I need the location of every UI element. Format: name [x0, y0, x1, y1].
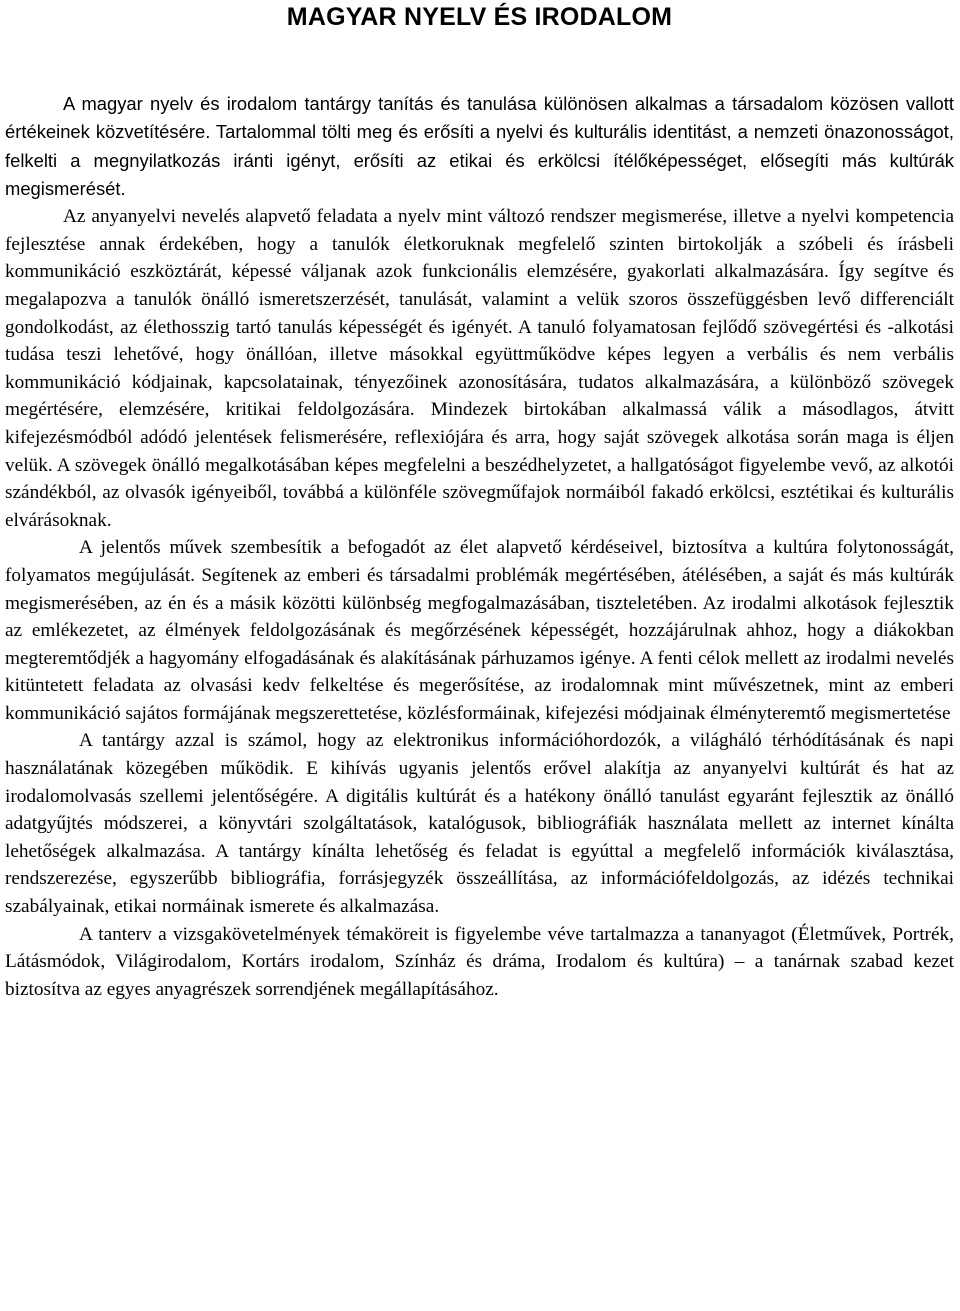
document-body: [5, 90, 954, 1003]
paragraph-jelentos-muvek: A jelentős művek szembesítik a befogadót az élet alapvető kérdéseivel, biztosítva a kultúra folytonosságát, folyamatos megújulását. Segítenek az emberi és társadalmi problémák megértésében, átélésében, a saját és más kultúrák megismerésében, az én és a másik közötti különbség megfogalmazásában, tiszteletében. Az irodalmi alkotások fejlesztik az emlékezetet, az élmények feldolgozásának és megőrzésének képességét, hozzájárulnak ahhoz, hogy a diákokban megteremtődjék a hagyomány elfogadásának és alakításának párhuzamos igénye. A fenti célok mellett az irodalmi nevelés kitüntetett feladata az olvasási kedv felkeltése és megerősítése, az irodalomnak mint művészetnek, mint az emberi kommunikáció sajátos formájának megszerettetése, közlésformáinak, kifejezési módjainak élményteremtő megismertetése: [5, 537, 954, 724]
paragraph-tanterv: A tanterv a vizsgakövetelmények témaköreit is figyelembe véve tartalmazza a tananyagot (Életművek, Portrék, Látásmódok, Világirodalom, Kortárs irodalom, Színház és dráma, Irodalom és kultúra) – a tanárnak szabad kezet biztosítva az egyes anyagrészek sorrendjének megállapításához.: [5, 923, 954, 1000]
paragraph-intro: A magyar nyelv és irodalom tantárgy tanítás és tanulása különösen alkalmas a társadalom közösen vallott értékeinek közvetítésére. Tartalommal tölti meg és erősíti a nyelvi és kulturális identitást, a nemzeti önazonosságot, felkelti a megnyilatkozás iránti igényt, erősíti az etikai és erkölcsi ítélőképességet, elősegíti más kultúrák megismerését.: [5, 93, 954, 199]
document-title: MAGYAR NYELV ÉS IRODALOM: [286, 3, 673, 31]
paragraph-digitalis-kultura: A tantárgy azzal is számol, hogy az elektronikus információhordozók, a világháló térhódításának és napi használatának közegében működik. E kihívás ugyanis jelentős erővel alakítja az anyanyelvi kultúrát és hat az irodalomolvasás szellemi jelentőségére. A digitális kultúrát és a hatékony önálló tanulást egyaránt fejlesztik az önálló adatgyűjtés módszerei, a könyvtári szolgáltatások, katalógusok, bibliográfiák használata mellett az internet kínálta lehetőségek alkalmazása. A tantárgy kínálta lehetőség és feladat is egyúttal a megfelelő információk kiválasztása, rendszerezése, egyszerűbb bibliográfia, forrásjegyzék összeállítása, az információfeldolgozás, az idézés technikai szabályainak, etikai normáinak ismerete és alkalmazása.: [5, 730, 954, 918]
paragraph-anyanyelvi-neveles: Az anyanyelvi nevelés alapvető feladata a nyelv mint változó rendszer megismerése, illetve a nyelvi kompetencia fejlesztése annak érdekében, hogy a tanulók életkoruknak megfelelő szinten birtokolják a szóbeli és írásbeli kommunikáció eszköztárát, képessé váljanak azok funkcionális elemzésére, gyakorlati alkalmazására. Így segítve és megalapozva a tanulók önálló ismeretszerzését, tanulását, valamint a velük szoros összefüggésben levő differenciált gondolkodást, az élethosszig tartó tanulás képességét és igényét. A tanuló folyamatosan fejlődő szövegértési és -alkotási tudása teszi lehetővé, hogy önállóan, illetve másokkal együttműködve képes legyen a verbális és nem verbális kommunikáció kódjainak, kapcsolatainak, tényezőinek azonosítására, tudatos alkalmazására, a különböző szövegek megértésére, elemzésére, kritikai feldolgozására. Mindezek birtokában alkalmassá válik a másodlagos, átvitt kifejezésmódból adódó jelentések felismerésére, reflexiójára és arra, hogy saját szövegek alkotása során maga is éljen velük. A szövegek önálló megalkotásában képes megfelelni a beszédhelyzetet, a hallgatóságot figyelembe vevő, az alkotói szándékból, az olvasók igényeiből, továbbá a különféle szövegműfajok normáiból fakadó erkölcsi, esztétikai és kulturális elvárásoknak.: [5, 206, 954, 531]
